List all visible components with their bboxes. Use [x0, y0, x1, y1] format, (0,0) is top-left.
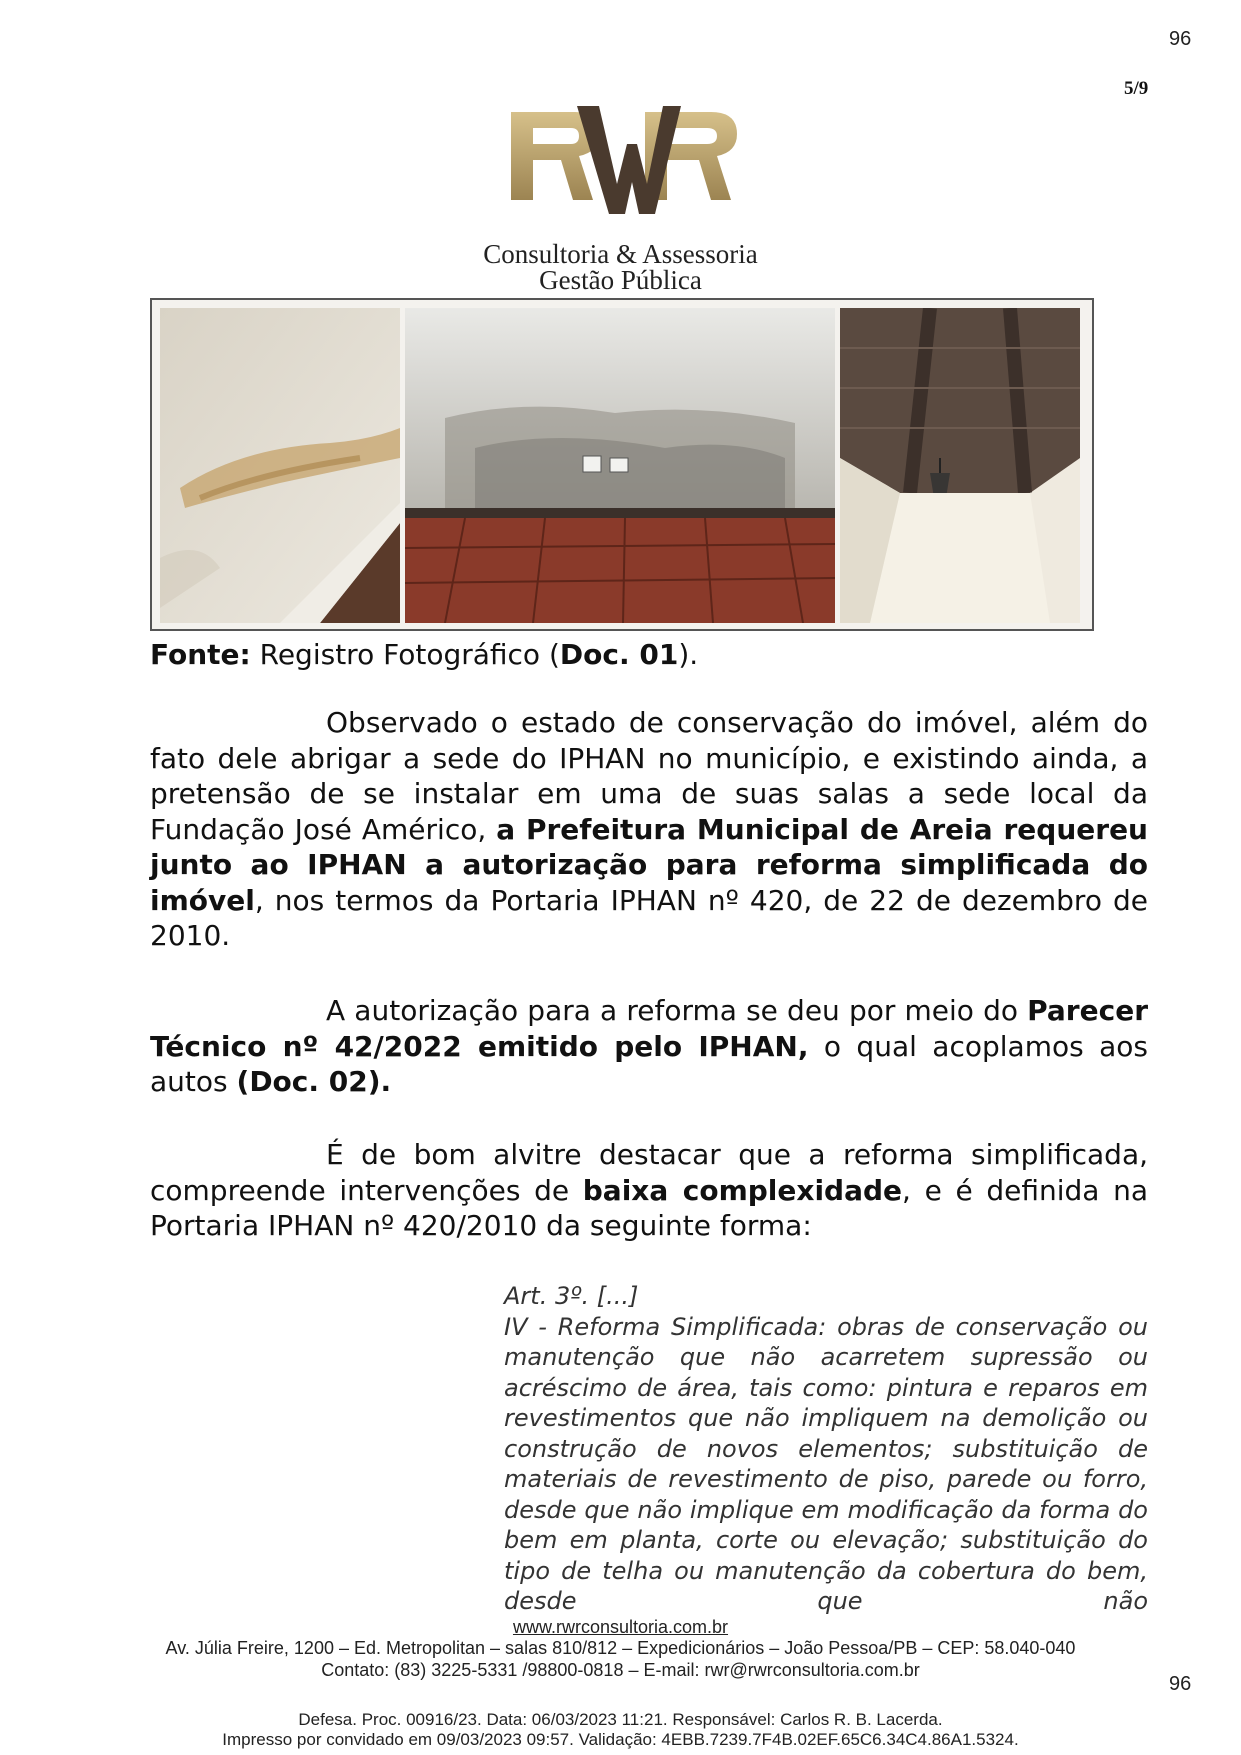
- photo-collage: [150, 298, 1094, 631]
- legal-quotation: [504, 1281, 1148, 1617]
- company-name-line2: Gestão Pública: [539, 265, 702, 295]
- rwr-logo: [505, 104, 745, 220]
- paragraph-2: A autorização para a reforma se deu por meio do Parecer Técnico nº 42/2022 emitido pelo IPHAN, o qual acoplamos aos autos (Doc. 02).: [150, 994, 1148, 1098]
- photo-wall-and-floor: [405, 308, 835, 623]
- footer-defesa-stamp: Defesa. Proc. 00916/23. Data: 06/03/2023 11:21. Responsável: Carlos R. B. Lacerda.: [298, 1710, 943, 1729]
- photo-caption: Fonte: Registro Fotográfico (Doc. 01).: [150, 638, 699, 671]
- page-number-top: 96: [1169, 28, 1192, 50]
- footer-address: Av. Júlia Freire, 1200 – Ed. Metropolitan – salas 810/812 – Expedicionários – João Pessoa/PB – CEP: 58.040-040: [165, 1638, 1076, 1658]
- page-fraction: 5/9: [1124, 78, 1149, 99]
- paragraph-3: É de bom alvitre destacar que a reforma simplificada, compreende intervenções de baixa complexidade, e é definida na Portaria IPHAN nº 420/2010 da seguinte forma:: [150, 1138, 1148, 1242]
- photo-stained-wall: [160, 308, 400, 623]
- footer-website-link[interactable]: www.rwrconsultoria.com.br: [512, 1617, 729, 1637]
- footer-validation-stamp: Impresso por convidado em 09/03/2023 09:57. Validação: 4EBB.7239.7F4B.02EF.65C6.34C4.86A1.5324.: [222, 1730, 1019, 1749]
- footer-contact: Contato: (83) 3225-5331 /98800-0818 – E-mail: rwr@rwrconsultoria.com.br: [321, 1660, 920, 1680]
- page-number-bottom: 96: [1169, 1673, 1192, 1695]
- paragraph-1: Observado o estado de conservação do imóvel, além do fato dele abrigar a sede do IPHAN no município, e existindo ainda, a pretensão de se instalar em uma de suas salas a sede local da Fundação José Américo, a Prefeitura Municipal de Areia requereu junto ao IPHAN a autorização para reforma simplificada do imóvel, nos termos da Portaria IPHAN nº 420, de 22 de dezembro de 2010.: [150, 706, 1148, 952]
- quote-body: IV - Reforma Simplificada: obras de conservação ou manutenção que não acarretem supressão ou acréscimo de área, tais como: pintura e reparos em revestimentos que não impliquem na demolição ou construção de novos elementos; substituição de materiais de revestimento de piso, parede ou forro, desde que não implique em modificação da forma do bem em planta, corte ou elevação; substituição do tipo de telha ou manutenção da cobertura do bem, desde que não: [504, 1312, 1148, 1615]
- quote-article: Art. 3º. [...]: [504, 1282, 639, 1310]
- photo-wooden-ceiling: [840, 308, 1080, 623]
- company-name-line1: Consultoria & Assessoria: [483, 239, 758, 269]
